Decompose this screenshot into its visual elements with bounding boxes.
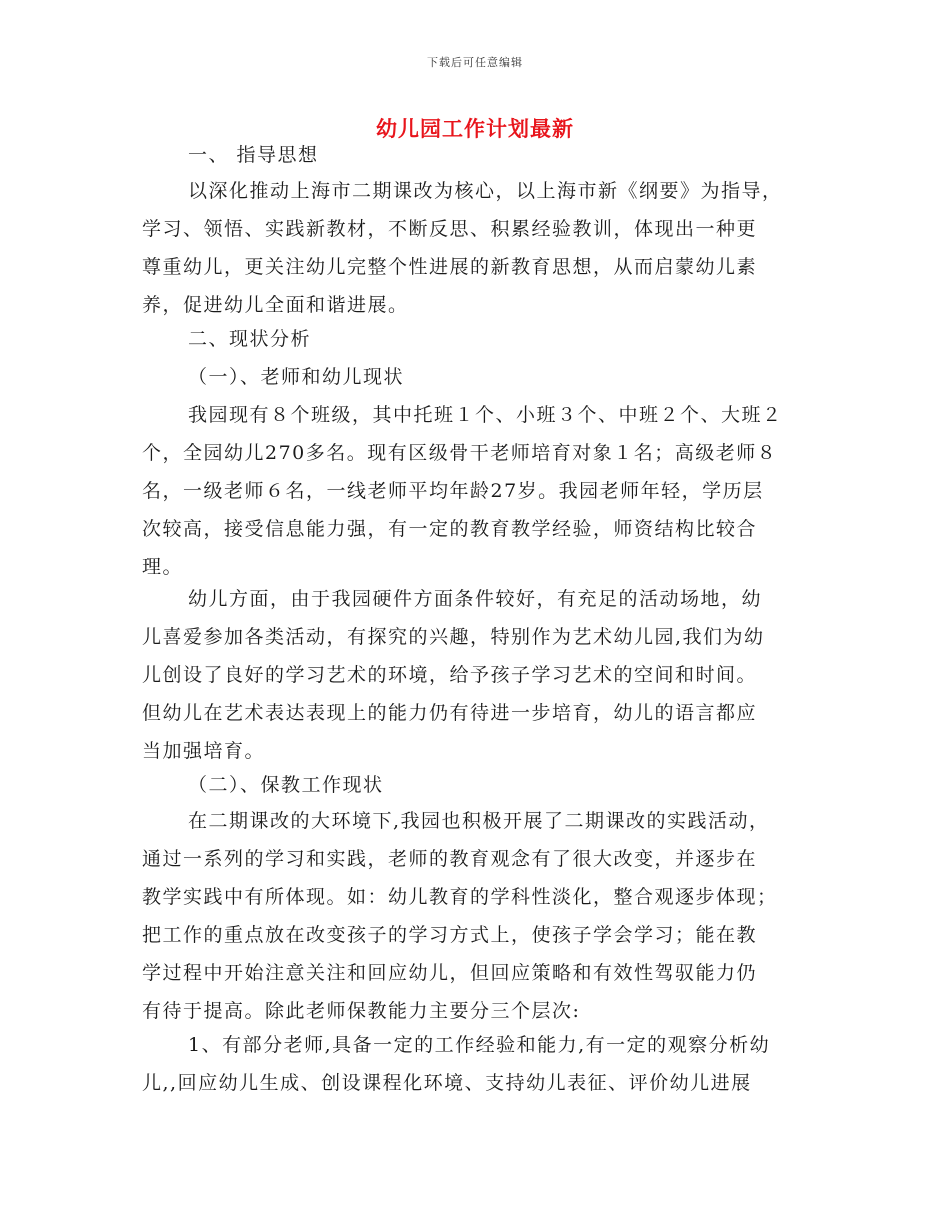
paragraph-children-aspect [142,580,810,770]
para-line: 1、有部分老师,具备一定的工作经验和能力,有一定的观察分析幼 [188,1034,771,1056]
para-line: 我园现有８个班级，其中托班１个、小班３个、中班２个、大班２ [188,404,783,426]
para-line: 养，促进幼儿全面和谐进展。 [142,294,409,316]
para-line: 幼儿方面，由于我园硬件方面条件较好，有充足的活动场地，幼 [188,588,763,610]
paragraph-care-education [142,802,810,1030]
para-line: 名，一级老师６名，一线老师平均年龄27岁。我园老师年轻，学历层 [142,480,764,502]
para-line: 当加强培育。 [142,740,266,762]
heading-text: （二）、保教工作现状 [188,774,384,796]
subsection-2-heading [142,766,810,804]
section-2-heading [142,320,810,358]
para-line: 在二期课改的大环境下,我园也积极开展了二期课改的实践活动， [188,810,770,832]
heading-text: 二、现状分析 [188,328,312,350]
para-line: 儿,,回应幼儿生成、创设课程化环境、支持幼儿表征、评价幼儿进展 [142,1072,752,1094]
paragraph-level-1 [142,1026,810,1102]
paragraph-guiding-thought [142,172,810,324]
para-line: 有待于提高。除此老师保教能力主要分三个层次: [142,1000,581,1022]
heading-text: （一）、老师和幼儿现状 [188,366,405,388]
para-line: 把工作的重点放在改变孩子的学习方式上，使孩子学会学习；能在教 [142,924,758,946]
para-line: 以深化推动上海市二期课改为核心，以上海市新《纲要》为指导， [188,180,783,202]
section-1-heading [142,136,810,174]
para-line: 儿创设了良好的学习艺术的环境，给予孩子学习艺术的空间和时间。 [142,664,758,686]
para-line: 个，全园幼儿270多名。现有区级骨干老师培育对象１名；高级老师８ [142,442,778,464]
para-line: 教学实践中有所体现。如：幼儿教育的学科性淡化，整合观逐步体现； [142,886,778,908]
para-line: 理。 [142,556,184,578]
para-line: 学过程中开始注意关注和回应幼儿，但回应策略和有效性驾驭能力仍 [142,962,758,984]
para-line: 儿喜爱参加各类活动，有探究的兴趣，特别作为艺术幼儿园,我们为幼 [142,626,765,648]
subsection-1-heading [142,358,810,396]
page-header-note: 下载后可任意编辑 [427,56,523,69]
heading-text: 一、 指导思想 [188,144,319,166]
para-line: 但幼儿在艺术表达表现上的能力仍有待进一步培育，幼儿的语言都应 [142,702,758,724]
para-line: 通过一系列的学习和实践，老师的教育观念有了很大改变，并逐步在 [142,848,758,870]
para-line: 尊重幼儿，更关注幼儿完整个性进展的新教育思想，从而启蒙幼儿素 [142,256,758,278]
paragraph-teachers-children [142,396,810,586]
document-title: 幼儿园工作计划最新 [376,116,574,141]
para-line: 次较高，接受信息能力强，有一定的教育教学经验，师资结构比较合 [142,518,758,540]
para-line: 学习、领悟、实践新教材，不断反思、积累经验教训，体现出一种更 [142,218,758,240]
